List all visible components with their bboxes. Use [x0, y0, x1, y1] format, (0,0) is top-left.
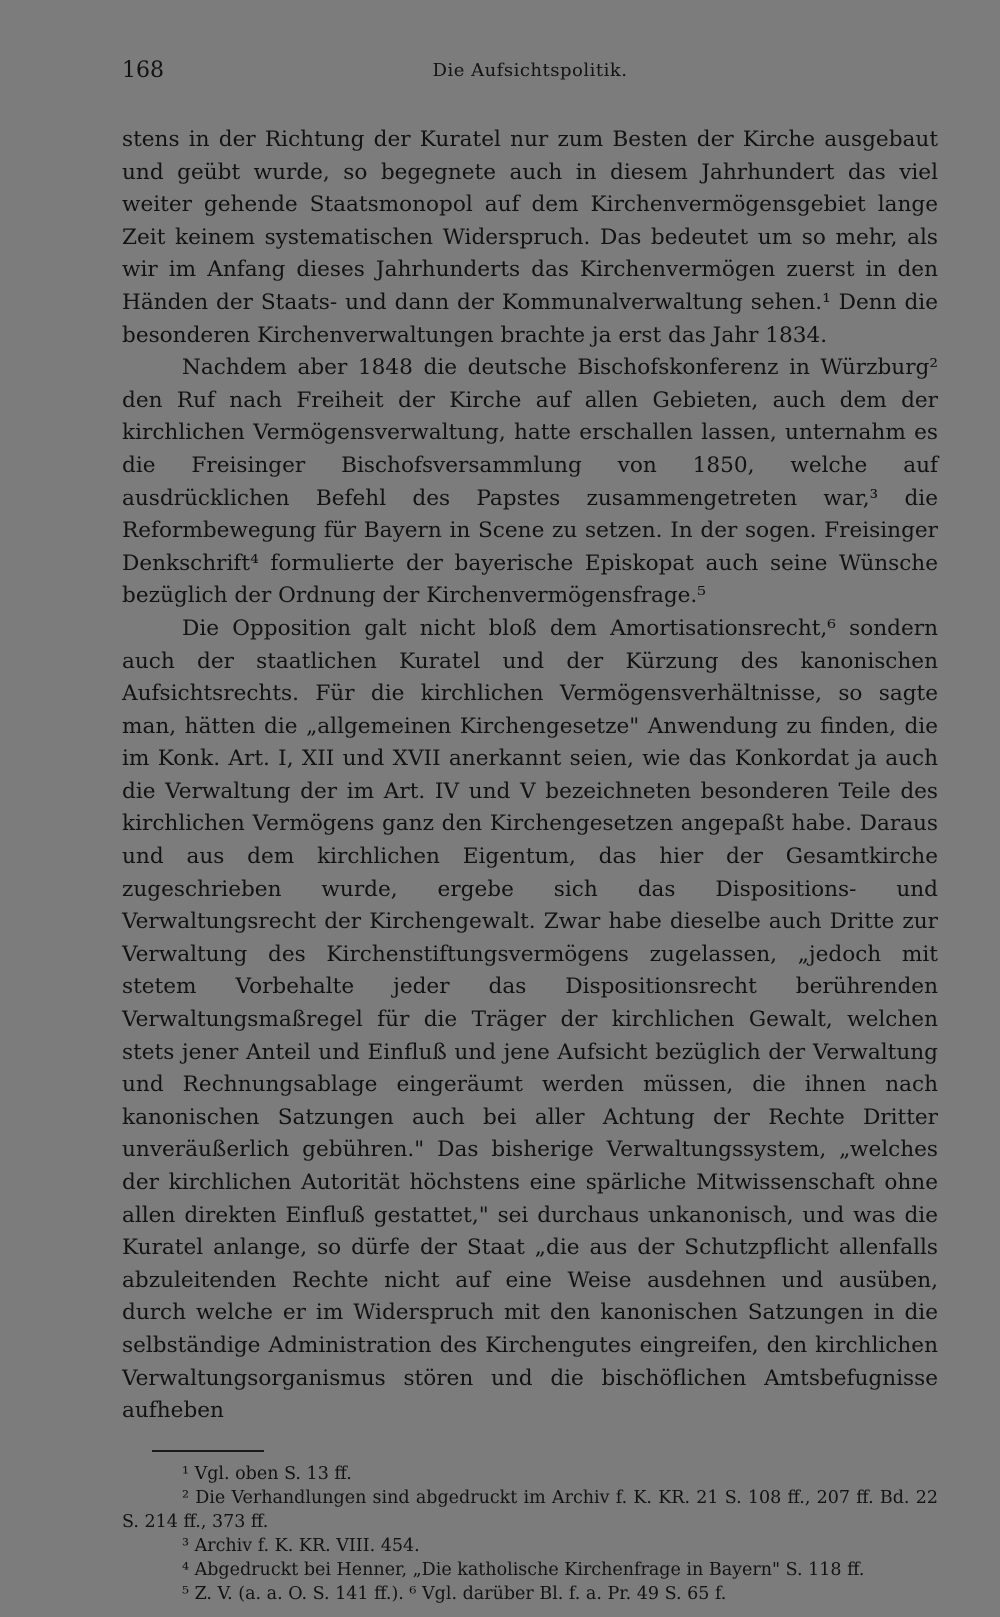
footnote-divider — [152, 1450, 264, 1452]
footnotes — [122, 1462, 938, 1606]
footnote-4: ⁴ Abgedruckt bei Henner, „Die katholische Kirchenfrage in Bayern" S. 118 ff. — [182, 1559, 865, 1580]
running-title: Die Aufsichtspolitik. — [432, 60, 628, 81]
page-number: 168 — [122, 58, 164, 83]
footnote-3: ³ Archiv f. K. KR. VIII. 454. — [182, 1535, 420, 1556]
footnote-1: ¹ Vgl. oben S. 13 ff. — [182, 1463, 352, 1484]
footnote-2: ² Die Verhandlungen sind abgedruckt im Archiv f. K. KR. 21 S. 108 ff., 207 ff. Bd. 22 S. 214 ff., 373 ff. — [122, 1487, 938, 1532]
paragraph-continuation: stens in der Richtung der Kuratel nur zum Besten der Kirche ausgebaut und geübt wurde, so begegnete auch in diesem Jahrhundert das viel weiter gehende Staatsmonopol auf dem Kirchenvermögensgebiet lange Zeit keinem systematischen Widerspruch. Das bedeutet um so mehr, als wir im Anfang dieses Jahrhunderts das Kirchenvermögen zuerst in den Händen der Staats- und dann der Kommunalverwaltung sehen.¹ Denn die besonderen Kirchenverwaltungen brachte ja erst das Jahr 1834. — [122, 127, 938, 348]
body-text — [122, 124, 938, 1428]
paragraph: Nachdem aber 1848 die deutsche Bischofskonferenz in Würzburg² den Ruf nach Freiheit der Kirche auf allen Gebieten, auch dem der kirchlichen Vermögensverwaltung, hatte erschallen lassen, unternahm es die Freisinger Bischofsversammlung von 1850, welche auf ausdrücklichen Befehl des Papstes zusammengetreten war,³ die Reformbewegung für Bayern in Scene zu setzen. In der sogen. Freisinger Denkschrift⁴ formulierte der bayerische Episkopat auch seine Wünsche bezüglich der Ordnung der Kirchenvermögensfrage.⁵ — [122, 355, 938, 609]
footnote-5-6: ⁵ Z. V. (a. a. O. S. 141 ff.). ⁶ Vgl. darüber Bl. f. a. Pr. 49 S. 65 f. — [182, 1583, 727, 1604]
paragraph: Die Opposition galt nicht bloß dem Amortisationsrecht,⁶ sondern auch der staatlichen Kuratel und der Kürzung des kanonischen Aufsichtsrechts. Für die kirchlichen Vermögensverhältnisse, so sagte man, hätten die „allgemeinen Kirchengesetze" Anwendung zu finden, die im Konk. Art. I, XII und XVII anerkannt seien, wie das Konkordat ja auch die Verwaltung der im Art. IV und V bezeichneten besonderen Teile des kirchlichen Vermögens ganz den Kirchengesetzen angepaßt habe. Daraus und aus dem kirchlichen Eigentum, das hier der Gesamtkirche zugeschrieben wurde, ergebe sich das Dispositions- und Verwaltungsrecht der Kirchengewalt. Zwar habe dieselbe auch Dritte zur Verwaltung des Kirchenstiftungsvermögens zugelassen, „jedoch mit stetem Vorbehalte jeder das Dispositionsrecht berührenden Verwaltungsmaßregel für die Träger der kirchlichen Gewalt, welchen stets jener Anteil und Einfluß und jene Aufsicht bezüglich der Verwaltung und Rechnungsablage eingeräumt werden müssen, die ihnen nach kanonischen Satzungen auch bei aller Achtung der Rechte Dritter unveräußerlich gebühren." Das bisherige Verwaltungssystem, „welches der kirchlichen Autorität höchstens eine spärliche Mitwissenschaft ohne allen direkten Einfluß gestattet," sei durchaus unkanonisch, und was die Kuratel anlange, so dürfe der Staat „die aus der Schutzpflicht allenfalls abzuleitenden Rechte nicht auf eine Weise ausdehnen und ausüben, durch welche er im Widerspruch mit den kanonischen Satzungen in die selbständige Administration des Kirchengutes eingreifen, den kirchlichen Verwaltungsorganismus stören und die bischöflichen Amtsbefugnisse aufheben — [122, 615, 938, 1424]
running-head — [122, 50, 938, 90]
